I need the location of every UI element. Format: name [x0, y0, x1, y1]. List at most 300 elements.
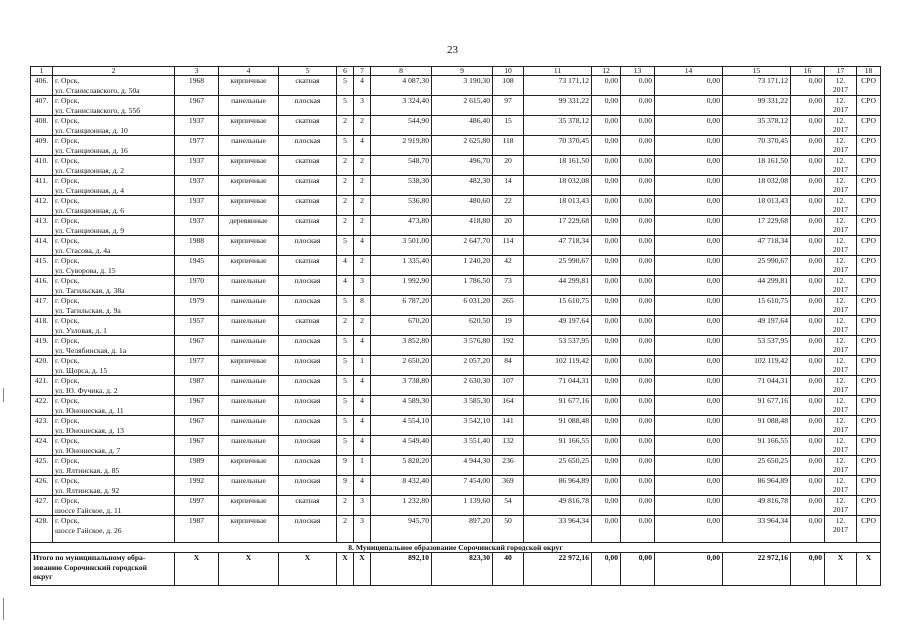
cell-c18: СРО	[857, 76, 881, 96]
table-row	[31, 296, 881, 316]
cell-floors: 5	[337, 396, 354, 416]
table-row	[31, 256, 881, 276]
address-street: ул. Юношеская, д. 11	[55, 405, 124, 415]
cell-c18: СРО	[857, 276, 881, 296]
cell-no: 407.	[31, 96, 53, 116]
deadline-cell	[825, 496, 857, 516]
deadline-month: 12.	[835, 336, 846, 345]
address-street: ул. Станционная, д. 10	[55, 125, 128, 135]
address-street: шоссе Гайское, д. 26	[55, 525, 122, 535]
cell-year: 1967	[175, 416, 219, 436]
deadline-cell	[825, 396, 857, 416]
deadline-cell	[825, 476, 857, 496]
cell-year: 1997	[175, 496, 219, 516]
cell-no: 412.	[31, 196, 53, 216]
margin-mark	[3, 388, 4, 402]
deadline-year: 2017	[832, 145, 849, 154]
deadline-month: 12.	[835, 236, 846, 245]
column-number-cell: 13	[621, 67, 655, 76]
cell-no: 414.	[31, 236, 53, 256]
cell-roof: скатная	[279, 116, 337, 136]
table-row	[31, 216, 881, 236]
deadline-cell	[825, 236, 857, 256]
deadline-cell	[825, 196, 857, 216]
table-row	[31, 156, 881, 176]
total-c3: X	[175, 553, 219, 586]
deadline-month: 12.	[835, 496, 846, 505]
cell-c16: 0,00	[791, 456, 825, 476]
cell-floors: 2	[337, 176, 354, 196]
cell-entr: 2	[354, 176, 371, 196]
cell-year: 1970	[175, 276, 219, 296]
cell-c13: 0,00	[621, 156, 655, 176]
deadline-month: 12.	[835, 76, 846, 85]
cell-c14: 0,00	[655, 76, 723, 96]
cell-walls: кирпичные	[219, 196, 279, 216]
address-city: г. Орск,	[55, 236, 80, 245]
cell-c15: 44 299,81	[723, 276, 791, 296]
cell-c14: 0,00	[655, 116, 723, 136]
cell-people: 20	[493, 216, 524, 236]
cell-area: 2 650,20	[371, 356, 432, 376]
deadline-month: 12.	[835, 156, 846, 165]
cell-c13: 0,00	[621, 416, 655, 436]
deadline-year: 2017	[832, 525, 849, 534]
address-city: г. Орск,	[55, 96, 80, 105]
cell-c16: 0,00	[791, 276, 825, 296]
deadline-cell	[825, 216, 857, 236]
cell-people: 164	[493, 396, 524, 416]
cell-c18: СРО	[857, 96, 881, 116]
deadline-cell	[825, 376, 857, 396]
cell-c14: 0,00	[655, 416, 723, 436]
deadline-month: 12.	[835, 356, 846, 365]
cell-c15: 15 610,75	[723, 296, 791, 316]
address-city: г. Орск,	[55, 176, 80, 185]
cell-c16: 0,00	[791, 516, 825, 543]
column-number-cell: 18	[857, 67, 881, 76]
cell-cost: 35 378,12	[524, 116, 592, 136]
cell-no: 423.	[31, 416, 53, 436]
cell-c14: 0,00	[655, 316, 723, 336]
table-row	[31, 316, 881, 336]
cell-area2: 418,80	[432, 216, 493, 236]
deadline-month: 12.	[835, 276, 846, 285]
address-city: г. Орск,	[55, 396, 80, 405]
cell-c14: 0,00	[655, 356, 723, 376]
cell-area2: 897,20	[432, 516, 493, 543]
cell-c13: 0,00	[621, 276, 655, 296]
table-row	[31, 476, 881, 496]
cell-c13: 0,00	[621, 216, 655, 236]
cell-c15: 49 816,78	[723, 496, 791, 516]
cell-c12: 0,00	[592, 376, 621, 396]
cell-area: 1 232,80	[371, 496, 432, 516]
cell-no: 422.	[31, 396, 53, 416]
cell-walls: панельные	[219, 296, 279, 316]
cell-entr: 4	[354, 476, 371, 496]
cell-c14: 0,00	[655, 156, 723, 176]
cell-c12: 0,00	[592, 356, 621, 376]
cell-floors: 5	[337, 436, 354, 456]
cell-floors: 2	[337, 496, 354, 516]
cell-roof: плоская	[279, 456, 337, 476]
address-cell	[53, 516, 175, 543]
cell-c15: 18 161,50	[723, 156, 791, 176]
cell-c18: СРО	[857, 496, 881, 516]
deadline-cell	[825, 436, 857, 456]
cell-floors: 2	[337, 196, 354, 216]
cell-area2: 7 454,00	[432, 476, 493, 496]
cell-year: 1937	[175, 196, 219, 216]
cell-walls: панельные	[219, 316, 279, 336]
cell-c15: 18 032,08	[723, 176, 791, 196]
address-city: г. Орск,	[55, 456, 80, 465]
cell-floors: 4	[337, 276, 354, 296]
cell-roof: скатная	[279, 156, 337, 176]
deadline-year: 2017	[832, 345, 849, 354]
deadline-year: 2017	[832, 105, 849, 114]
cell-no: 425.	[31, 456, 53, 476]
deadline-year: 2017	[832, 305, 849, 314]
address-street: ул. Станционная, д. 16	[55, 145, 128, 155]
cell-roof: скатная	[279, 256, 337, 276]
address-cell	[53, 416, 175, 436]
cell-year: 1937	[175, 176, 219, 196]
address-street: ул. Суворова, д. 15	[55, 265, 116, 275]
cell-year: 1967	[175, 96, 219, 116]
cell-area2: 496,70	[432, 156, 493, 176]
total-area: 892,10	[371, 553, 432, 586]
deadline-year: 2017	[832, 445, 849, 454]
cell-c16: 0,00	[791, 156, 825, 176]
total-label	[31, 553, 175, 586]
cell-area: 945,70	[371, 516, 432, 543]
cell-entr: 2	[354, 116, 371, 136]
cell-year: 1988	[175, 236, 219, 256]
cell-c15: 47 718,34	[723, 236, 791, 256]
deadline-month: 12.	[835, 196, 846, 205]
section-title: 8. Муниципальное образование Сорочинский городской округ	[31, 543, 881, 553]
column-number-cell: 9	[432, 67, 493, 76]
cell-walls: панельные	[219, 376, 279, 396]
cell-year: 1967	[175, 336, 219, 356]
cell-entr: 1	[354, 356, 371, 376]
total-c6: X	[337, 553, 354, 586]
cell-c18: СРО	[857, 256, 881, 276]
cell-c13: 0,00	[621, 296, 655, 316]
deadline-month: 12.	[835, 436, 846, 445]
cell-area2: 2 625,80	[432, 136, 493, 156]
cell-c15: 18 013,43	[723, 196, 791, 216]
deadline-month: 12.	[835, 96, 846, 105]
cell-c14: 0,00	[655, 136, 723, 156]
address-city: г. Орск,	[55, 136, 80, 145]
cell-roof: плоская	[279, 476, 337, 496]
deadline-cell	[825, 136, 857, 156]
address-street: ул. Стасова, д. 4а	[55, 245, 111, 255]
cell-c18: СРО	[857, 456, 881, 476]
cell-roof: плоская	[279, 356, 337, 376]
total-c5: X	[279, 553, 337, 586]
address-cell	[53, 316, 175, 336]
cell-people: 19	[493, 316, 524, 336]
address-street: ул. Станционная, д. 4	[55, 185, 125, 195]
cell-c12: 0,00	[592, 116, 621, 136]
deadline-month: 12.	[835, 136, 846, 145]
cell-people: 15	[493, 116, 524, 136]
address-city: г. Орск,	[55, 356, 80, 365]
address-street: ул. Станиславского, д. 55б	[55, 105, 141, 115]
address-street: ул. Юношеская, д. 13	[55, 425, 124, 435]
cell-cost: 70 370,45	[524, 136, 592, 156]
address-city: г. Орск,	[55, 416, 80, 425]
cell-c13: 0,00	[621, 196, 655, 216]
cell-c12: 0,00	[592, 396, 621, 416]
cell-c18: СРО	[857, 436, 881, 456]
cell-no: 421.	[31, 376, 53, 396]
cell-c13: 0,00	[621, 496, 655, 516]
deadline-year: 2017	[832, 85, 849, 94]
cell-c14: 0,00	[655, 436, 723, 456]
cell-no: 415.	[31, 256, 53, 276]
cell-walls: кирпичные	[219, 176, 279, 196]
cell-cost: 71 044,31	[524, 376, 592, 396]
cell-c14: 0,00	[655, 516, 723, 543]
cell-area: 538,30	[371, 176, 432, 196]
address-cell	[53, 456, 175, 476]
address-street: ул. Узловая, д. 1	[55, 325, 107, 335]
address-street: ул. Станционная, д. 9	[55, 225, 125, 235]
cell-entr: 4	[354, 376, 371, 396]
cell-people: 97	[493, 96, 524, 116]
cell-roof: плоская	[279, 516, 337, 543]
margin-mark	[3, 598, 4, 620]
total-row	[31, 553, 881, 586]
cell-c13: 0,00	[621, 96, 655, 116]
column-number-cell: 3	[175, 67, 219, 76]
cell-c15: 71 044,31	[723, 376, 791, 396]
address-cell	[53, 216, 175, 236]
address-city: г. Орск,	[55, 336, 80, 345]
cell-people: 108	[493, 76, 524, 96]
address-street: ул. Челябинская, д. 1а	[55, 345, 127, 355]
cell-floors: 2	[337, 156, 354, 176]
deadline-year: 2017	[832, 205, 849, 214]
deadline-month: 12.	[835, 456, 846, 465]
cell-area: 4 589,30	[371, 396, 432, 416]
cell-floors: 5	[337, 76, 354, 96]
cell-people: 114	[493, 236, 524, 256]
total-c17: X	[825, 553, 857, 586]
cell-c16: 0,00	[791, 96, 825, 116]
address-cell	[53, 236, 175, 256]
cell-no: 408.	[31, 116, 53, 136]
address-cell	[53, 176, 175, 196]
cell-cost: 44 299,81	[524, 276, 592, 296]
cell-entr: 4	[354, 236, 371, 256]
address-city: г. Орск,	[55, 216, 80, 225]
address-cell	[53, 436, 175, 456]
deadline-cell	[825, 256, 857, 276]
deadline-cell	[825, 276, 857, 296]
cell-entr: 3	[354, 516, 371, 543]
cell-c12: 0,00	[592, 316, 621, 336]
cell-c15: 49 197,64	[723, 316, 791, 336]
cell-c12: 0,00	[592, 516, 621, 543]
cell-area: 6 787,20	[371, 296, 432, 316]
cell-area: 5 828,20	[371, 456, 432, 476]
cell-area: 4 549,40	[371, 436, 432, 456]
deadline-cell	[825, 416, 857, 436]
cell-c18: СРО	[857, 156, 881, 176]
cell-year: 1967	[175, 436, 219, 456]
cell-year: 1977	[175, 356, 219, 376]
cell-roof: плоская	[279, 336, 337, 356]
cell-walls: панельные	[219, 416, 279, 436]
deadline-year: 2017	[832, 245, 849, 254]
address-cell	[53, 496, 175, 516]
deadline-year: 2017	[832, 285, 849, 294]
cell-c13: 0,00	[621, 76, 655, 96]
cell-walls: кирпичные	[219, 116, 279, 136]
total-cost: 22 972,16	[524, 553, 592, 586]
cell-no: 420.	[31, 356, 53, 376]
column-number-cell: 16	[791, 67, 825, 76]
cell-roof: плоская	[279, 136, 337, 156]
cell-walls: панельные	[219, 136, 279, 156]
cell-cost: 25 650,25	[524, 456, 592, 476]
cell-people: 236	[493, 456, 524, 476]
cell-cost: 49 197,64	[524, 316, 592, 336]
deadline-month: 12.	[835, 316, 846, 325]
cell-year: 1945	[175, 256, 219, 276]
cell-c13: 0,00	[621, 236, 655, 256]
cell-walls: кирпичные	[219, 496, 279, 516]
cell-area2: 2 647,70	[432, 236, 493, 256]
cell-area2: 2 057,20	[432, 356, 493, 376]
total-people: 40	[493, 553, 524, 586]
deadline-cell	[825, 156, 857, 176]
cell-c18: СРО	[857, 296, 881, 316]
cell-walls: панельные	[219, 436, 279, 456]
cell-roof: плоская	[279, 396, 337, 416]
table-row	[31, 376, 881, 396]
cell-year: 1979	[175, 296, 219, 316]
cell-entr: 4	[354, 136, 371, 156]
address-city: г. Орск,	[55, 76, 80, 85]
table-row	[31, 136, 881, 156]
deadline-cell	[825, 336, 857, 356]
cell-floors: 2	[337, 316, 354, 336]
address-cell	[53, 156, 175, 176]
deadline-month: 12.	[835, 476, 846, 485]
cell-floors: 4	[337, 256, 354, 276]
cell-c14: 0,00	[655, 336, 723, 356]
cell-roof: скатная	[279, 76, 337, 96]
deadline-month: 12.	[835, 516, 846, 525]
deadline-year: 2017	[832, 325, 849, 334]
address-city: г. Орск,	[55, 196, 80, 205]
cell-area2: 1 240,20	[432, 256, 493, 276]
cell-people: 20	[493, 156, 524, 176]
cell-c14: 0,00	[655, 256, 723, 276]
cell-c15: 91 088,48	[723, 416, 791, 436]
cell-people: 50	[493, 516, 524, 543]
cell-no: 417.	[31, 296, 53, 316]
cell-no: 419.	[31, 336, 53, 356]
deadline-cell	[825, 516, 857, 543]
cell-c15: 91 677,16	[723, 396, 791, 416]
address-cell	[53, 356, 175, 376]
address-cell	[53, 96, 175, 116]
cell-roof: плоская	[279, 276, 337, 296]
cell-c13: 0,00	[621, 456, 655, 476]
cell-cost: 91 677,16	[524, 396, 592, 416]
deadline-month: 12.	[835, 376, 846, 385]
address-street: ул. Щорса, д. 15	[55, 365, 108, 375]
cell-c18: СРО	[857, 196, 881, 216]
cell-cost: 15 610,75	[524, 296, 592, 316]
cell-people: 141	[493, 416, 524, 436]
cell-cost: 47 718,34	[524, 236, 592, 256]
cell-no: 409.	[31, 136, 53, 156]
cell-c16: 0,00	[791, 436, 825, 456]
cell-no: 428.	[31, 516, 53, 543]
cell-floors: 5	[337, 416, 354, 436]
cell-entr: 4	[354, 336, 371, 356]
deadline-month: 12.	[835, 216, 846, 225]
address-cell	[53, 476, 175, 496]
cell-walls: кирпичные	[219, 156, 279, 176]
cell-area: 473,80	[371, 216, 432, 236]
deadline-year: 2017	[832, 185, 849, 194]
cell-c15: 73 171,12	[723, 76, 791, 96]
cell-entr: 2	[354, 156, 371, 176]
cell-c13: 0,00	[621, 116, 655, 136]
cell-c12: 0,00	[592, 436, 621, 456]
cell-walls: кирпичные	[219, 456, 279, 476]
cell-walls: панельные	[219, 96, 279, 116]
address-cell	[53, 376, 175, 396]
address-city: г. Орск,	[55, 296, 80, 305]
cell-c13: 0,00	[621, 376, 655, 396]
cell-c16: 0,00	[791, 396, 825, 416]
cell-walls: панельные	[219, 396, 279, 416]
cell-year: 1987	[175, 516, 219, 543]
cell-people: 265	[493, 296, 524, 316]
address-cell	[53, 336, 175, 356]
cell-area: 3 501,00	[371, 236, 432, 256]
address-street: шоссе Гайское, д. 11	[55, 505, 122, 515]
address-street: ул. Станиславского, д. 50а	[55, 85, 140, 95]
table-row	[31, 336, 881, 356]
deadline-year: 2017	[832, 385, 849, 394]
cell-area2: 2 615,40	[432, 96, 493, 116]
cell-no: 406.	[31, 76, 53, 96]
cell-entr: 4	[354, 396, 371, 416]
cell-c18: СРО	[857, 176, 881, 196]
column-number-cell: 5	[279, 67, 337, 76]
cell-c12: 0,00	[592, 276, 621, 296]
cell-no: 424.	[31, 436, 53, 456]
deadline-year: 2017	[832, 225, 849, 234]
cell-c12: 0,00	[592, 196, 621, 216]
cell-cost: 99 331,22	[524, 96, 592, 116]
address-cell	[53, 276, 175, 296]
cell-area: 3 738,80	[371, 376, 432, 396]
cell-c16: 0,00	[791, 356, 825, 376]
